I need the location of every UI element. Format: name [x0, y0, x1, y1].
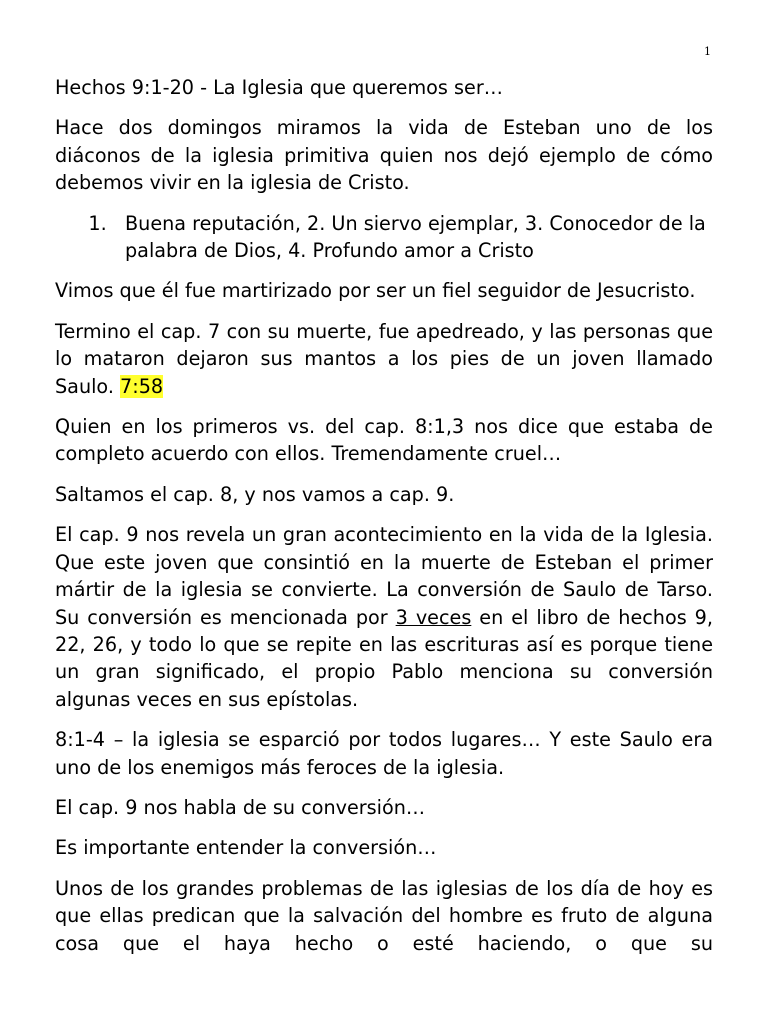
paragraph-4: Quien en los primeros vs. del cap. 8:1,3 nos dice que estaba de completo acuerdo con ellos. Tremendamente cruel… — [55, 415, 713, 466]
document-title: Hechos 9:1-20 - La Iglesia que queremos ser… — [55, 76, 503, 99]
qualities-list — [55, 210, 713, 265]
paragraph-5: Saltamos el cap. 8, y nos vamos a cap. 9. — [55, 482, 455, 506]
paragraph-6-part1: El cap. 9 nos revela un gran acontecimiento en la vida de la Iglesia. Que este joven que consintió en la muerte de Esteban el primer mártir de la iglesia se convierte. La conversión de Saulo de Tarso. Su conversión es mencionada por — [55, 523, 713, 629]
paragraph-9: Es importante entender la conversión… — [55, 836, 437, 860]
page-number: 1 — [704, 45, 711, 58]
underlined-text: 3 veces — [395, 605, 472, 629]
document-body — [55, 74, 713, 970]
paragraph-1: Hace dos domingos miramos la vida de Esteban uno de los diáconos de la iglesia primitiva quien nos dejó ejemplo de cómo debemos vivir en la iglesia de Cristo. — [55, 116, 713, 195]
paragraph-6-part2: en el libro de hechos 9, 22, 26, y todo lo que se repite en las escrituras así es porque tiene un gran significado, el propio Pablo menciona su conversión algunas veces en sus epístolas. — [55, 605, 713, 711]
paragraph-3 — [55, 318, 713, 400]
paragraph-6 — [55, 521, 713, 713]
paragraph-7: 8:1-4 – la iglesia se esparció por todos lugares… Y este Saulo era uno de los enemigos más feroces de la iglesia. — [55, 728, 713, 779]
paragraph-3-text: Termino el cap. 7 con su muerte, fue apedreado, y las personas que lo mataron dejaron sus mantos a los pies de un joven llamado Saulo. — [55, 319, 713, 398]
list-item: 1. Buena reputación, 2. Un siervo ejemplar, 3. Conocedor de la palabra de Dios, 4. Profundo amor a Cristo — [125, 210, 713, 265]
highlighted-reference: 7:58 — [120, 374, 164, 398]
paragraph-10: Unos de los grandes problemas de las iglesias de los día de hoy es que ellas predican que la salvación del hombre es fruto de alguna cosa que el haya hecho o esté haciendo, o que su — [55, 876, 713, 955]
paragraph-2: Vimos que él fue martirizado por ser un fiel seguidor de Jesucristo. — [55, 279, 696, 303]
paragraph-8: El cap. 9 nos habla de su conversión… — [55, 795, 426, 819]
